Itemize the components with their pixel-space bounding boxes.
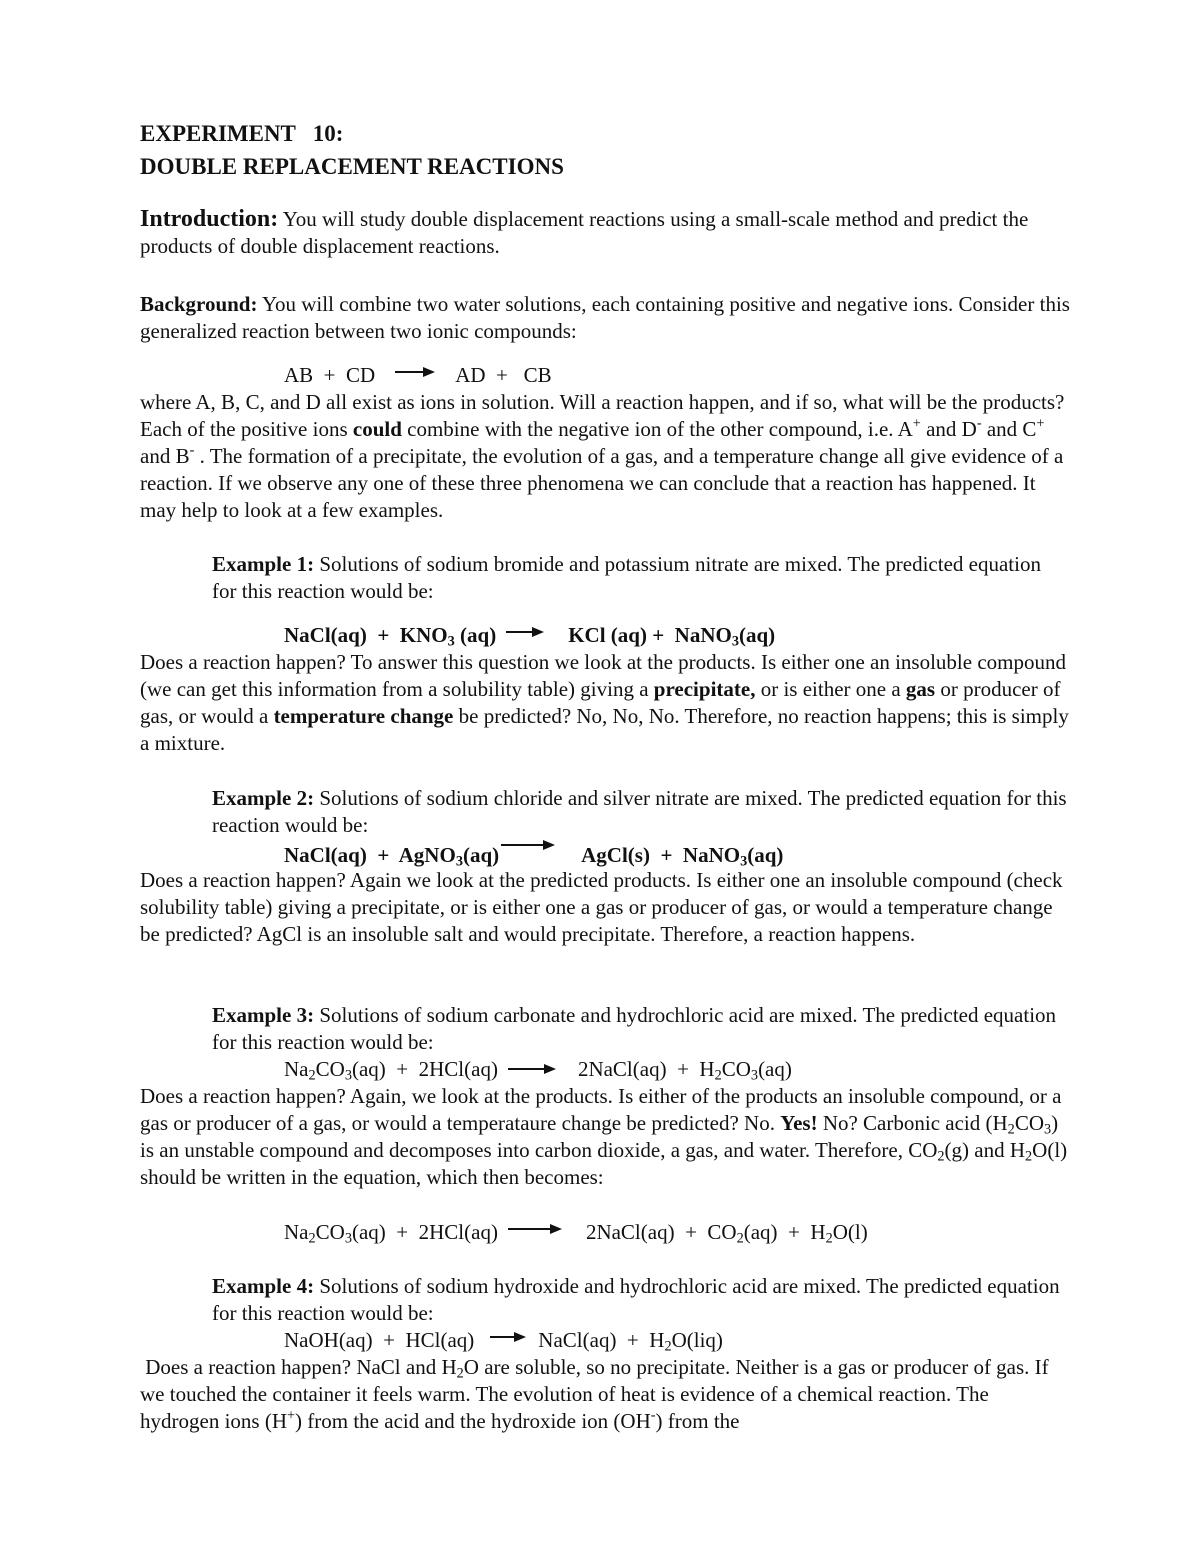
ex3-text-2: No? Carbonic acid (H	[817, 1111, 1008, 1135]
ex1-eq-left-2: (aq)	[454, 623, 497, 647]
sub-3: 3	[447, 633, 455, 650]
ex3-eq1-left-3: (aq) + 2HCl(aq)	[351, 1057, 498, 1081]
example-1-text: Solutions of sodium bromide and potassium nitrate are mixed. The predicted equation for this reaction would be:	[212, 552, 1041, 603]
ex3-eq1-left: Na	[284, 1057, 309, 1081]
ex4-text-3: ) from the acid and the hydroxide ion (OH	[295, 1409, 651, 1433]
example-4-text: Solutions of sodium hydroxide and hydrochloric acid are mixed. The predicted equation for this reaction would be:	[212, 1274, 1060, 1325]
reaction-arrow-icon	[508, 1064, 556, 1074]
sub-2: 2	[825, 1230, 833, 1247]
sub-2: 2	[1025, 1148, 1033, 1165]
ex2-eq-right-2: (aq)	[747, 843, 784, 867]
title-line-1: EXPERIMENT 10:	[140, 121, 344, 146]
bg-text-4: and C	[981, 417, 1037, 441]
ex1-bold-gas: gas	[905, 677, 936, 701]
sub-3: 3	[344, 1230, 352, 1247]
bg-text-2: combine with the negative ion of the other compound, i.e. A	[401, 417, 913, 441]
background-explanation	[140, 389, 1070, 524]
sup-plus: +	[1036, 415, 1045, 432]
ex3-eq1-left-2: CO	[315, 1057, 345, 1081]
ex3-text-5: (g) and H	[944, 1138, 1026, 1162]
example-2-equation	[284, 840, 783, 869]
sub-2: 2	[456, 1365, 464, 1382]
reaction-arrow-icon	[490, 1332, 526, 1342]
ex3-eq1-right-2: CO	[721, 1057, 751, 1081]
sup-minus: -	[976, 415, 982, 432]
sub-3: 3	[344, 1067, 352, 1084]
ex2-eq-left-2: (aq)	[462, 843, 500, 867]
ex4-text-2: O are soluble, so no precipitate. Neither is a gas or producer of gas. If we touched the container it feels warm. The evolution of heat is evidence of a chemical reaction. The hydrogen ions (H	[140, 1355, 1049, 1433]
title-line-2: DOUBLE REPLACEMENT REACTIONS	[140, 154, 564, 179]
example-1-explanation	[140, 649, 1070, 757]
ex1-text-1: Does a reaction happen? To answer this question we look at the products. Is either one an insoluble compound (we can get this information from a solubility table) giving a	[140, 650, 1066, 701]
example-2-explanation: Does a reaction happen? Again we look at the predicted products. Is either one an insoluble compound (check solubility table) giving a precipitate, or is either one a gas or producer of gas, or would a temperature change be predicted? AgCl is an insoluble salt and would precipitate. Therefore, a reaction happens.	[140, 868, 1063, 946]
sub-2: 2	[1007, 1121, 1015, 1138]
ex4-eq-right-2: O(liq)	[671, 1328, 723, 1352]
ex3-eq2-right-3: O(l)	[832, 1220, 868, 1244]
example-2-label: Example 2:	[212, 786, 315, 810]
background-paragraph	[140, 291, 1070, 345]
ex1-eq-left: NaCl(aq) + KNO	[284, 623, 448, 647]
sup-plus: +	[912, 415, 921, 432]
ex1-text-2: or is either one a	[755, 677, 906, 701]
bg-bold-could: could	[352, 417, 402, 441]
bg-text-6: . The formation of a precipitate, the evolution of a gas, and a temperature change all give evidence of a reaction. If we observe any one of these three phenomena we can conclude that a reaction has happened. It may help to look at a few examples.	[140, 444, 1064, 522]
introduction-heading: Introduction:	[140, 206, 279, 232]
sub-3: 3	[740, 853, 748, 870]
example-3-text: Solutions of sodium carbonate and hydrochloric acid are mixed. The predicted equation for this reaction would be:	[212, 1003, 1057, 1054]
sub-3: 3	[750, 1067, 759, 1084]
ex3-eq1-right-3: (aq)	[758, 1057, 792, 1081]
general-equation	[284, 362, 552, 389]
general-eq-left: AB + CD	[284, 363, 376, 387]
introduction-text: You will study double displacement reactions using a small-scale method and predict the products of double displacement reactions.	[140, 207, 1029, 258]
sub-3: 3	[1044, 1121, 1052, 1138]
bg-text-5: and B	[140, 444, 190, 468]
ex1-bold-temperature: temperature change	[273, 704, 454, 728]
reaction-arrow-icon	[501, 840, 555, 850]
ex3-text-3: CO	[1014, 1111, 1044, 1135]
sup-minus: -	[650, 1407, 656, 1424]
sub-2: 2	[736, 1230, 744, 1247]
page-title	[140, 117, 1070, 183]
example-4-label: Example 4:	[212, 1274, 315, 1298]
bg-text-3: and D	[920, 417, 977, 441]
general-eq-right: AD + CB	[455, 363, 552, 387]
ex2-eq-right: AgCl(s) + NaNO	[581, 843, 741, 867]
ex3-eq2-left: Na	[284, 1220, 309, 1244]
ex4-eq-left: NaOH(aq) + HCl(aq)	[284, 1328, 475, 1352]
ex3-eq2-left-2: CO	[315, 1220, 345, 1244]
sub-2: 2	[937, 1148, 945, 1165]
ex3-bold-yes: Yes!	[780, 1111, 818, 1135]
sub-2: 2	[664, 1338, 672, 1355]
sub-3: 3	[731, 633, 739, 650]
ex1-eq-right-2: (aq)	[738, 623, 776, 647]
bg-text-1: where A, B, C, and D all exist as ions in solution. Will a reaction happen, and if so, what will be the products? Each of the positive ions	[140, 390, 1065, 441]
example-1-label: Example 1:	[212, 552, 315, 576]
ex4-text-4: ) from the	[655, 1409, 740, 1433]
ex1-eq-right: KCl (aq) + NaNO	[568, 623, 732, 647]
sup-minus: -	[189, 442, 195, 459]
introduction-paragraph	[140, 206, 1070, 260]
sub-3: 3	[455, 853, 463, 870]
example-2-text: Solutions of sodium chloride and silver nitrate are mixed. The predicted equation for this reaction would be:	[212, 786, 1067, 837]
example-3-explanation	[140, 1083, 1070, 1191]
example-4-intro	[140, 1273, 1070, 1327]
ex4-eq-right: NaCl(aq) + H	[538, 1328, 665, 1352]
background-heading: Background:	[140, 292, 258, 316]
ex4-text-1: Does a reaction happen? NaCl and H	[140, 1355, 457, 1379]
ex3-text-4: ) is an unstable compound and decomposes into carbon dioxide, a gas, and water. Therefore, CO	[140, 1111, 1059, 1162]
ex3-text-6: O(l) should be written in the equation, which then becomes:	[140, 1138, 1068, 1189]
sup-plus: +	[286, 1407, 296, 1424]
example-1-equation	[284, 622, 775, 649]
ex1-text-4: be predicted? No, No, No. Therefore, no reaction happens; this is simply a mixture.	[140, 704, 1069, 755]
sub-2: 2	[308, 1067, 316, 1084]
example-3-intro	[140, 1002, 1070, 1056]
reaction-arrow-icon	[506, 627, 544, 637]
ex3-eq1-right: 2NaCl(aq) + H	[577, 1057, 715, 1081]
sub-2: 2	[308, 1230, 316, 1247]
ex1-text-3: or producer of gas, or would a	[140, 677, 1061, 728]
ex3-eq2-left-3: (aq) + 2HCl(aq)	[351, 1220, 498, 1244]
example-3-label: Example 3:	[212, 1003, 315, 1027]
reaction-arrow-icon	[508, 1224, 562, 1234]
example-4-explanation	[140, 1354, 1070, 1435]
ex1-bold-precipitate: precipitate,	[653, 677, 756, 701]
sub-2: 2	[714, 1067, 722, 1084]
example-3-equation-1	[284, 1056, 792, 1083]
example-3-equation-2	[284, 1219, 868, 1246]
ex3-eq2-right-2: (aq) + H	[743, 1220, 826, 1244]
background-text: You will combine two water solutions, each containing positive and negative ions. Consider this generalized reaction between two ionic compounds:	[140, 292, 1070, 343]
ex2-eq-left: NaCl(aq) + AgNO	[284, 843, 456, 867]
reaction-arrow-icon	[395, 367, 435, 377]
example-2-intro	[140, 785, 1070, 839]
example-4-equation	[284, 1327, 723, 1354]
ex3-eq2-right: 2NaCl(aq) + CO	[585, 1220, 737, 1244]
ex3-text-1: Does a reaction happen? Again, we look at the products. Is either of the products an insoluble compound, or a gas or producer of a gas, or would a temperataure change be predicted? No.	[140, 1084, 1062, 1135]
example-1-intro	[140, 551, 1070, 605]
